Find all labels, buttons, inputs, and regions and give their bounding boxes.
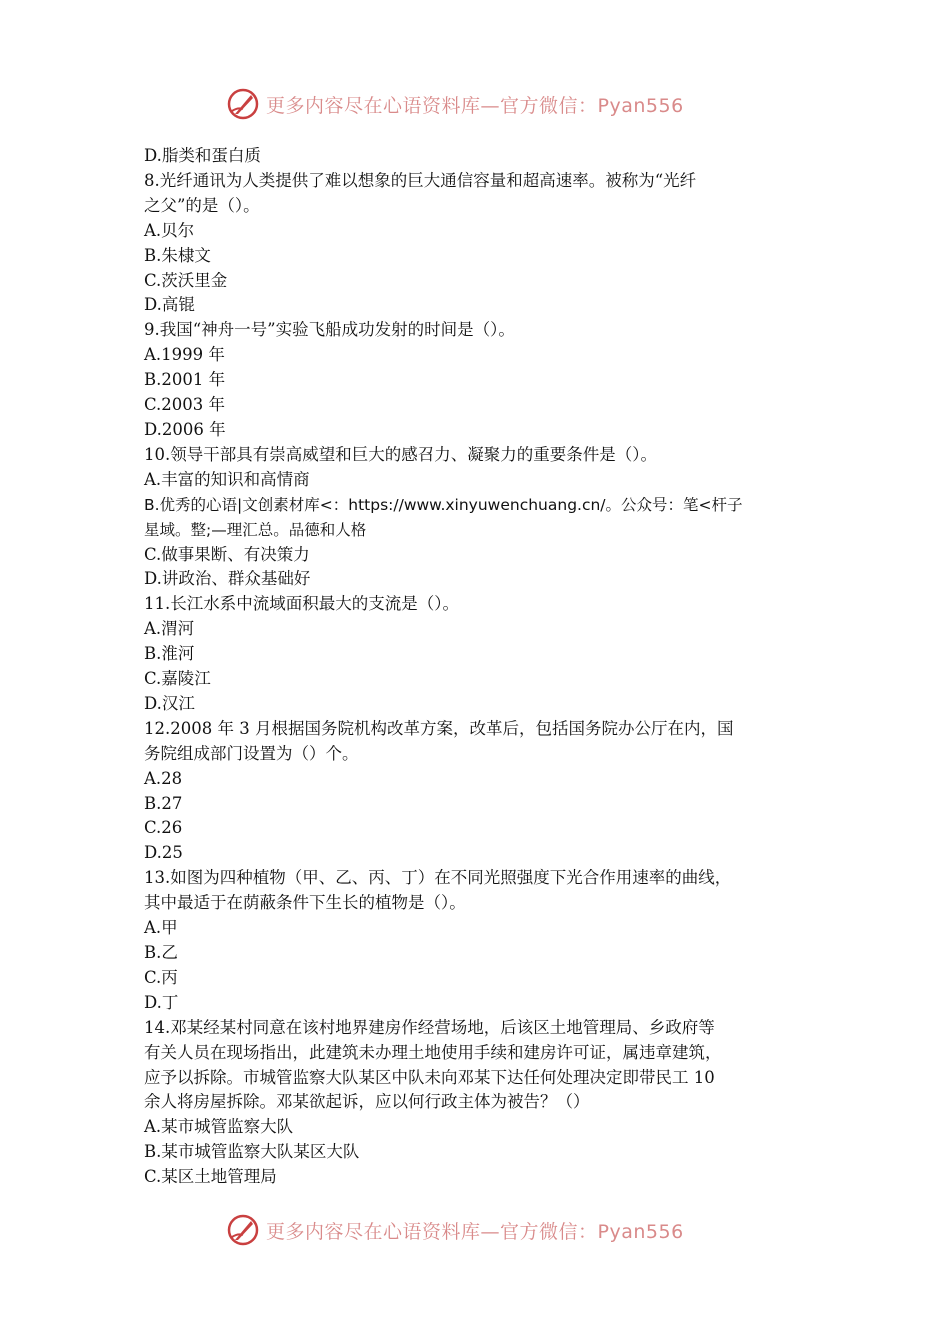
quill-logo-icon (226, 87, 260, 121)
option-d: D.2006 年 (144, 419, 226, 439)
option-c: C.某区土地管理局 (144, 1167, 277, 1187)
question-14: 14.邓某经某村同意在该村地界建房作经营场地，后该区土地管理局、乡政府等 (144, 1017, 715, 1037)
option-b: B.2001 年 (144, 370, 226, 390)
option-b: B.乙 (144, 943, 178, 962)
option-d: D.讲政治、群众基础好 (144, 569, 311, 589)
option-c: C.做事果断、有决策力 (144, 544, 310, 564)
question-12: 12.2008 年 3 月根据国务院机构改革方案，改革后，包括国务院办公厅在内，国 (144, 718, 734, 738)
option-b: B.某市城管监察大队某区大队 (144, 1142, 360, 1162)
text-line: 之父”的是（）。 (144, 195, 260, 215)
option-b: B.淮河 (144, 644, 195, 664)
wechat-id: Pyan556 (597, 1220, 684, 1243)
option-d: D.汉江 (144, 693, 195, 713)
text-line: 应予以拆除。市城管监察大队某区中队未向邓某下达任何处理决定即带民工 10 (144, 1067, 715, 1087)
option-d: D.高锟 (144, 295, 195, 315)
option-d: D.丁 (144, 992, 179, 1012)
option-a: A.丰富的知识和高情商 (144, 469, 310, 489)
text-line: 余人将房屋拆除。邓某欲起诉，应以何行政主体为被告？（） (144, 1092, 590, 1112)
question-11: 11.长江水系中流域面积最大的支流是（）。 (144, 594, 459, 614)
option-c: C.2003 年 (144, 395, 226, 415)
question-13: 13.如图为四种植物（甲、乙、丙、丁）在不同光照强度下光合作用速率的曲线， (144, 868, 732, 888)
option-b: B.朱棣文 (144, 245, 211, 265)
question-8: 8.光纤通讯为人类提供了难以想象的巨大通信容量和超高速率。被称为“光纤 (144, 170, 697, 190)
option-b: B.优秀的心语|文创素材库<：https://www.xinyuwenchuang.cn/。公众号：笔<杆子 (144, 495, 743, 514)
text-line: D.脂类和蛋白质 (144, 146, 261, 165)
text-line: 务院组成部门设置为（）个。 (144, 743, 359, 763)
document-body (144, 144, 820, 1190)
option-d: D.25 (144, 843, 183, 863)
option-c: C.丙 (144, 967, 178, 987)
option-a: A.某市城管监察大队 (144, 1117, 294, 1137)
footer-banner (226, 1212, 726, 1248)
option-a: A.28 (144, 768, 183, 788)
option-c: C.嘉陵江 (144, 669, 211, 689)
question-10: 10.领导干部具有崇高威望和巨大的感召力、凝聚力的重要条件是（）。 (144, 444, 657, 464)
text-line: 其中最适于在荫蔽条件下生长的植物是（）。 (144, 893, 466, 913)
option-a: A.甲 (144, 918, 178, 938)
quill-logo-icon (226, 1213, 260, 1247)
banner-text: 更多内容尽在心语资料库—官方微信：Pyan556 (266, 94, 684, 117)
option-a: A.渭河 (144, 619, 195, 639)
text-line: 星域。整;—理汇总。品德和人格 (144, 520, 367, 539)
text-line: 有关人员在现场指出，此建筑未办理土地使用手续和建房许可证，属违章建筑， (144, 1042, 722, 1062)
question-9: 9.我国“神舟一号”实验飞船成功发射的时间是（）。 (144, 320, 515, 340)
option-c: C.茨沃里金 (144, 270, 228, 290)
option-c: C.26 (144, 818, 183, 838)
header-banner (226, 86, 726, 122)
option-a: A.1999 年 (144, 345, 225, 365)
option-a: A.贝尔 (144, 220, 195, 240)
wechat-id: Pyan556 (597, 94, 684, 117)
option-b: B.27 (144, 793, 183, 813)
banner-text: 更多内容尽在心语资料库—官方微信：Pyan556 (266, 1220, 684, 1243)
